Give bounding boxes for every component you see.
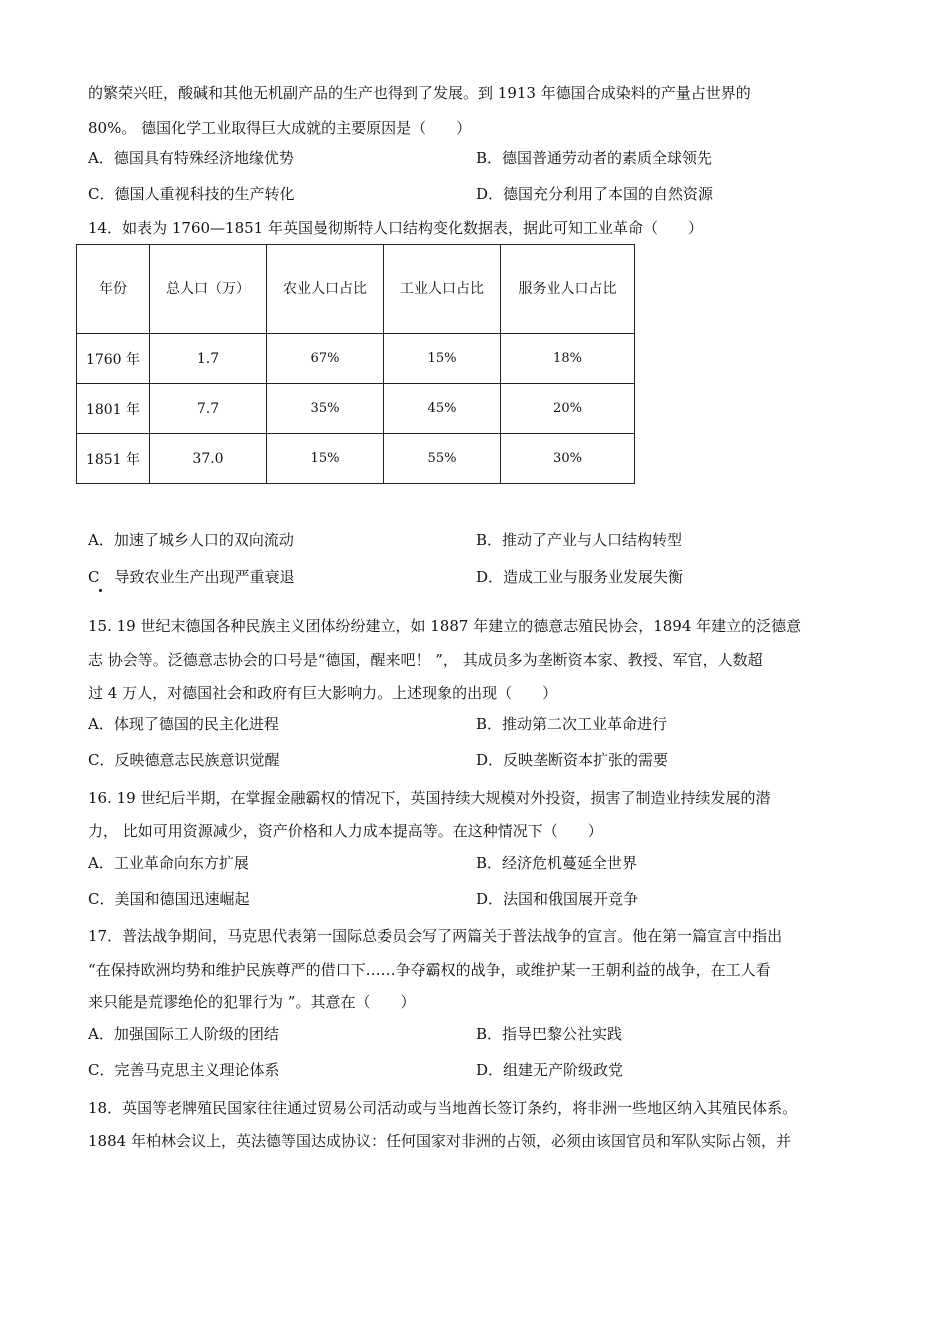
table-header-cell: [501, 245, 635, 334]
q16-stem-line2: 力， 比如可用资源减少，资产价格和人力成本提高等。在这种情况下（ ）: [88, 822, 603, 840]
q18-stem-line2: 1884 年柏林会议上，英法德等国达成协议：任何国家对非洲的占领，必须由该国官员和军队实际占领，并: [88, 1132, 791, 1150]
table-cell: 1.7: [150, 334, 267, 384]
table-row: [77, 384, 635, 434]
q14-option-b[interactable]: B．推动了产业与人口结构转型: [476, 531, 683, 549]
q14-option-c[interactable]: C 导致农业生产出现严重衰退: [88, 568, 295, 586]
q14-option-d[interactable]: D．造成工业与服务业发展失衡: [476, 568, 684, 586]
q16-option-a[interactable]: A．工业革命向东方扩展: [88, 854, 249, 872]
table-header-cell: [267, 245, 384, 334]
table-cell: 15%: [384, 334, 501, 384]
table-cell: 45%: [384, 384, 501, 434]
q16-option-c[interactable]: C．美国和德国迅速崛起: [88, 890, 250, 908]
table-cell: 35%: [267, 384, 384, 434]
q15-option-a[interactable]: A．体现了德国的民主化进程: [88, 715, 279, 733]
q13-stem-line1: 的繁荣兴旺，酸碱和其他无机副产品的生产也得到了发展。到 1913 年德国合成染料的产量占世界的: [88, 84, 751, 102]
table-cell: 67%: [267, 334, 384, 384]
header-text: 服务业人口占比: [518, 281, 617, 297]
table-cell: 7.7: [150, 384, 267, 434]
q14-option-a[interactable]: A．加速了城乡人口的双向流动: [88, 531, 294, 549]
q17-stem-line3: 来只能是荒谬绝伦的犯罪行为 ”。其意在（ ）: [88, 993, 416, 1011]
q15-stem-line3: 过 4 万人，对德国社会和政府有巨大影响力。上述现象的出现（ ）: [88, 684, 558, 702]
q13-option-a[interactable]: A．德国具有特殊经济地缘优势: [88, 149, 294, 167]
header-text: 工业人口占比: [400, 281, 484, 297]
table-header-cell: 年份: [77, 245, 150, 334]
q17-option-b[interactable]: B．指导巴黎公社实践: [476, 1025, 623, 1043]
table-cell: 1801 年: [77, 384, 150, 434]
q17-option-d[interactable]: D．组建无产阶级政党: [476, 1061, 624, 1079]
table-cell: 30%: [501, 434, 635, 484]
table-cell: 18%: [501, 334, 635, 384]
q17-option-a[interactable]: A．加强国际工人阶级的团结: [88, 1025, 279, 1043]
table-header-cell: [384, 245, 501, 334]
table-cell: 1760 年: [77, 334, 150, 384]
table-cell: 20%: [501, 384, 635, 434]
q13-stem-line2: 80%。 德国化学工业取得巨大成就的主要原因是（ ）: [88, 119, 472, 137]
table-cell: 37.0: [150, 434, 267, 484]
q16-option-b[interactable]: B．经济危机蔓延全世界: [476, 854, 638, 872]
table-header-cell: 总人口（万）: [150, 245, 267, 334]
q16-stem-line1: 16. 19 世纪后半期，在掌握金融霸权的情况下，英国持续大规模对外投资，损害了制造业持续发展的潜: [88, 789, 771, 807]
population-table: [76, 244, 635, 484]
q15-option-d[interactable]: D．反映垄断资本扩张的需要: [476, 751, 669, 769]
q13-option-d[interactable]: D．德国充分利用了本国的自然资源: [476, 185, 714, 203]
q13-option-c[interactable]: C．德国人重视科技的生产转化: [88, 185, 295, 203]
table-header-row: [77, 245, 635, 334]
q17-option-c[interactable]: C．完善马克思主义理论体系: [88, 1061, 280, 1079]
table-cell: 55%: [384, 434, 501, 484]
q15-stem-line1: 15. 19 世纪末德国各种民族主义团体纷纷建立，如 1887 年建立的德意志殖民协会，1894 年建立的泛德意: [88, 617, 802, 635]
table-cell: 1851 年: [77, 434, 150, 484]
table-row: [77, 434, 635, 484]
q15-stem-line2: 志 协会等。泛德意志协会的口号是“德国，醒来吧！ ”， 其成员多为垄断资本家、教授、军官，人数超: [88, 651, 763, 669]
q15-option-b[interactable]: B．推动第二次工业革命进行: [476, 715, 668, 733]
q14-stem: 14．如表为 1760—1851 年英国曼彻斯特人口结构变化数据表，据此可知工业革命（ ）: [88, 219, 703, 237]
table-row: [77, 334, 635, 384]
q16-option-d[interactable]: D．法国和俄国展开竞争: [476, 890, 639, 908]
q17-stem-line1: 17．普法战争期间，马克思代表第一国际总委员会写了两篇关于普法战争的宣言。他在第一篇宣言中指出: [88, 927, 783, 945]
header-text: 农业人口占比: [283, 281, 367, 297]
q15-option-c[interactable]: C．反映德意志民族意识觉醒: [88, 751, 280, 769]
q17-stem-line2: “在保持欧洲均势和维护民族尊严的借口下……争夺霸权的战争，或维护某一王朝利益的战争，在工人看: [88, 961, 771, 979]
q18-stem-line1: 18．英国等老牌殖民国家往往通过贸易公司活动或与当地酋长签订条约，将非洲一些地区纳入其殖民体系。: [88, 1099, 798, 1117]
q13-option-b[interactable]: B．德国普通劳动者的素质全球领先: [476, 149, 713, 167]
punctuation-dot: [99, 589, 102, 592]
table-cell: 15%: [267, 434, 384, 484]
